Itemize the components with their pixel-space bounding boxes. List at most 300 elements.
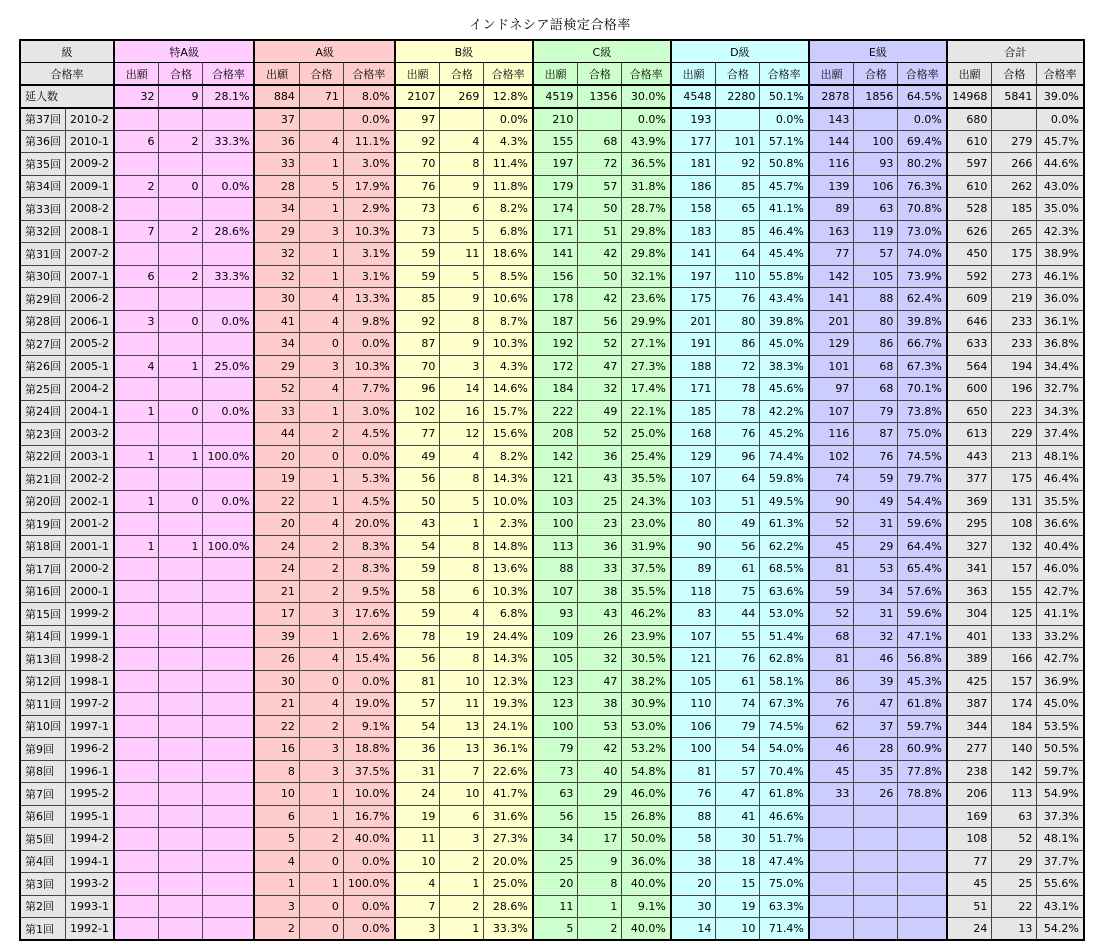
cell-total-passed: 157: [992, 558, 1037, 581]
cell-a-passed: 2: [299, 535, 343, 558]
term-cell: 2005-2: [66, 333, 114, 356]
cell-c-applicants: 179: [533, 175, 578, 198]
cell-d-rate: 74.5%: [760, 715, 809, 738]
cell-b-passed: 7: [440, 760, 484, 783]
cell-c-applicants: 105: [533, 648, 578, 671]
cell-total-passed: 233: [992, 310, 1037, 333]
cell-a-applicants: 24: [254, 535, 299, 558]
cell-b-rate: 6.8%: [484, 603, 533, 626]
cell-total-rate: 46.1%: [1037, 265, 1084, 288]
round-cell: 第12回: [20, 670, 66, 693]
cell-b-passed: 9: [440, 288, 484, 311]
cell-c-passed: 8: [578, 873, 622, 896]
cell-tokua-passed: 1: [159, 355, 203, 378]
cell-a-passed: 4: [299, 513, 343, 536]
cell-tokua-applicants: [114, 918, 159, 941]
cell-e-passed: 93: [854, 153, 898, 176]
cell-c-passed: 53: [578, 715, 622, 738]
cell-tokua-applicants: [114, 513, 159, 536]
cell-d-rate: 63.6%: [760, 580, 809, 603]
cell-total-applicants: 626: [947, 220, 992, 243]
cell-tokua-applicants: [114, 198, 159, 221]
round-cell: 第20回: [20, 490, 66, 513]
term-cell: 2006-1: [66, 310, 114, 333]
cell-total-passed: 273: [992, 265, 1037, 288]
cell-tokua-rate: [203, 243, 254, 266]
cell-d-passed: 55: [716, 625, 760, 648]
cell-tokua-rate: [203, 108, 254, 131]
cell-total-passed: 233: [992, 333, 1037, 356]
cell-a-applicants: 26: [254, 648, 299, 671]
cell-tokua-applicants: [114, 625, 159, 648]
cell-a-applicants: 33: [254, 400, 299, 423]
round-cell: 第3回: [20, 873, 66, 896]
cell-e-rate: 59.6%: [898, 603, 947, 626]
cell-tokua-rate: [203, 918, 254, 941]
cell-b-applicants: 70: [395, 355, 440, 378]
cell-tokua-applicants: [114, 288, 159, 311]
cell-d-rate: 55.8%: [760, 265, 809, 288]
total-cell-c-passed: 1356: [578, 85, 622, 108]
cell-e-rate: 0.0%: [898, 108, 947, 131]
sub-header-e-applicants: 出願: [809, 63, 854, 86]
cell-tokua-passed: [159, 670, 203, 693]
term-cell: 2009-1: [66, 175, 114, 198]
table-row: [20, 400, 1084, 423]
cell-total-passed: 223: [992, 400, 1037, 423]
cell-a-rate: 9.1%: [343, 715, 394, 738]
cell-c-passed: 49: [578, 400, 622, 423]
cell-b-passed: 12: [440, 423, 484, 446]
cell-e-passed: 39: [854, 670, 898, 693]
total-cell-c-rate: 30.0%: [622, 85, 671, 108]
cell-e-rate: 64.4%: [898, 535, 947, 558]
cell-d-rate: 45.2%: [760, 423, 809, 446]
cell-a-passed: 1: [299, 783, 343, 806]
cell-d-rate: 51.4%: [760, 625, 809, 648]
cell-d-passed: 92: [716, 153, 760, 176]
cell-c-passed: 51: [578, 220, 622, 243]
cell-b-passed: 10: [440, 670, 484, 693]
cell-tokua-rate: [203, 423, 254, 446]
cell-e-applicants: 62: [809, 715, 854, 738]
term-cell: 1992-1: [66, 918, 114, 941]
table-row: [20, 873, 1084, 896]
cell-c-passed: 1: [578, 895, 622, 918]
cell-tokua-rate: [203, 378, 254, 401]
cell-tokua-passed: [159, 580, 203, 603]
cell-e-passed: 37: [854, 715, 898, 738]
cell-e-passed: 86: [854, 333, 898, 356]
cell-b-applicants: 59: [395, 558, 440, 581]
cell-total-passed: 155: [992, 580, 1037, 603]
cell-d-applicants: 90: [671, 535, 716, 558]
round-cell: 第11回: [20, 693, 66, 716]
cell-b-applicants: 102: [395, 400, 440, 423]
cell-d-rate: 51.7%: [760, 828, 809, 851]
cell-a-applicants: 28: [254, 175, 299, 198]
cell-d-passed: 64: [716, 468, 760, 491]
term-cell: 2003-2: [66, 423, 114, 446]
round-cell: 第21回: [20, 468, 66, 491]
cell-a-passed: 0: [299, 850, 343, 873]
cell-a-rate: 3.1%: [343, 265, 394, 288]
cell-a-rate: 8.3%: [343, 558, 394, 581]
cell-e-rate: 47.1%: [898, 625, 947, 648]
cell-a-applicants: 32: [254, 243, 299, 266]
cell-e-applicants: 68: [809, 625, 854, 648]
round-cell: 第30回: [20, 265, 66, 288]
cell-tokua-applicants: 6: [114, 130, 159, 153]
cell-tokua-rate: [203, 333, 254, 356]
cell-a-passed: 4: [299, 130, 343, 153]
cell-b-applicants: 70: [395, 153, 440, 176]
cell-d-rate: 42.2%: [760, 400, 809, 423]
cell-d-applicants: 177: [671, 130, 716, 153]
cell-tokua-rate: [203, 153, 254, 176]
total-cell-tokua-rate: 28.1%: [203, 85, 254, 108]
cell-b-applicants: 76: [395, 175, 440, 198]
cell-d-applicants: 188: [671, 355, 716, 378]
cell-e-rate: 75.0%: [898, 423, 947, 446]
cell-c-passed: 25: [578, 490, 622, 513]
cell-d-applicants: 158: [671, 198, 716, 221]
cell-c-rate: 35.5%: [622, 468, 671, 491]
cell-c-applicants: 100: [533, 513, 578, 536]
cell-c-rate: 40.0%: [622, 918, 671, 941]
cell-c-applicants: 109: [533, 625, 578, 648]
cell-e-applicants: 45: [809, 535, 854, 558]
cell-d-passed: 19: [716, 895, 760, 918]
cell-b-passed: 6: [440, 198, 484, 221]
cell-total-rate: 36.1%: [1037, 310, 1084, 333]
cell-c-passed: 43: [578, 603, 622, 626]
cell-c-applicants: 100: [533, 715, 578, 738]
cell-d-rate: 59.8%: [760, 468, 809, 491]
cell-a-rate: 3.0%: [343, 400, 394, 423]
table-row: [20, 850, 1084, 873]
cell-c-rate: 29.8%: [622, 220, 671, 243]
cell-d-applicants: 81: [671, 760, 716, 783]
cell-c-passed: 29: [578, 783, 622, 806]
cell-c-rate: 46.0%: [622, 783, 671, 806]
cell-tokua-applicants: [114, 783, 159, 806]
cell-a-applicants: 34: [254, 198, 299, 221]
cell-a-passed: 3: [299, 738, 343, 761]
round-cell: 第29回: [20, 288, 66, 311]
cell-e-rate: 59.6%: [898, 513, 947, 536]
cell-a-rate: 9.5%: [343, 580, 394, 603]
cell-a-passed: [299, 108, 343, 131]
cell-total-applicants: 633: [947, 333, 992, 356]
cell-d-rate: 75.0%: [760, 873, 809, 896]
round-cell: 第13回: [20, 648, 66, 671]
cell-tokua-rate: [203, 288, 254, 311]
cell-a-passed: 1: [299, 400, 343, 423]
cell-c-passed: 36: [578, 535, 622, 558]
cell-e-rate: 70.1%: [898, 378, 947, 401]
cell-c-applicants: 197: [533, 153, 578, 176]
cell-b-rate: 14.8%: [484, 535, 533, 558]
cell-c-rate: 36.0%: [622, 850, 671, 873]
round-cell: 第4回: [20, 850, 66, 873]
cell-total-passed: 29: [992, 850, 1037, 873]
cell-a-applicants: 20: [254, 513, 299, 536]
cell-total-rate: 34.3%: [1037, 400, 1084, 423]
cell-c-rate: 27.1%: [622, 333, 671, 356]
cell-total-passed: 185: [992, 198, 1037, 221]
cell-c-passed: 56: [578, 310, 622, 333]
cell-e-passed: 53: [854, 558, 898, 581]
sub-header-e-rate: 合格率: [898, 63, 947, 86]
table-row: [20, 288, 1084, 311]
cell-total-rate: 34.4%: [1037, 355, 1084, 378]
cell-tokua-applicants: [114, 738, 159, 761]
cell-d-applicants: 88: [671, 805, 716, 828]
cell-c-rate: 46.2%: [622, 603, 671, 626]
cell-c-passed: 40: [578, 760, 622, 783]
cell-total-passed: 175: [992, 468, 1037, 491]
table-row: [20, 648, 1084, 671]
cell-b-rate: 14.3%: [484, 468, 533, 491]
cell-e-applicants: 201: [809, 310, 854, 333]
cell-tokua-passed: [159, 738, 203, 761]
cell-b-rate: 24.4%: [484, 625, 533, 648]
cell-tokua-applicants: [114, 423, 159, 446]
term-cell: 2007-2: [66, 243, 114, 266]
cell-e-rate: 73.0%: [898, 220, 947, 243]
cell-a-rate: 3.1%: [343, 243, 394, 266]
cell-total-passed: 52: [992, 828, 1037, 851]
cell-total-applicants: 425: [947, 670, 992, 693]
table-row: [20, 918, 1084, 941]
cell-e-applicants: 45: [809, 760, 854, 783]
cell-e-rate: 59.7%: [898, 715, 947, 738]
cell-c-rate: 0.0%: [622, 108, 671, 131]
table-row: [20, 445, 1084, 468]
cell-e-applicants: [809, 805, 854, 828]
cell-b-passed: 16: [440, 400, 484, 423]
round-cell: 第33回: [20, 198, 66, 221]
cell-a-applicants: 36: [254, 130, 299, 153]
cell-c-applicants: 171: [533, 220, 578, 243]
cell-e-rate: 73.8%: [898, 400, 947, 423]
cell-b-rate: 6.8%: [484, 220, 533, 243]
term-cell: 2005-1: [66, 355, 114, 378]
term-cell: 2008-2: [66, 198, 114, 221]
cell-b-applicants: 59: [395, 243, 440, 266]
cell-d-applicants: 20: [671, 873, 716, 896]
cell-b-applicants: 87: [395, 333, 440, 356]
cell-d-rate: 67.3%: [760, 693, 809, 716]
cell-b-rate: 25.0%: [484, 873, 533, 896]
cell-tokua-applicants: 2: [114, 175, 159, 198]
cell-c-applicants: 141: [533, 243, 578, 266]
cell-e-applicants: 81: [809, 648, 854, 671]
cell-tokua-rate: [203, 783, 254, 806]
cell-c-passed: 50: [578, 198, 622, 221]
term-cell: 2009-2: [66, 153, 114, 176]
cell-d-passed: 49: [716, 513, 760, 536]
cell-e-applicants: 74: [809, 468, 854, 491]
cell-b-passed: 6: [440, 580, 484, 603]
term-cell: 2010-1: [66, 130, 114, 153]
cell-c-passed: 38: [578, 693, 622, 716]
cell-total-rate: 55.6%: [1037, 873, 1084, 896]
cell-c-rate: 30.9%: [622, 693, 671, 716]
cell-b-applicants: 3: [395, 918, 440, 941]
cell-a-rate: 11.1%: [343, 130, 394, 153]
table-row: [20, 423, 1084, 446]
cell-b-rate: 24.1%: [484, 715, 533, 738]
cell-c-passed: 26: [578, 625, 622, 648]
round-cell: 第22回: [20, 445, 66, 468]
cell-tokua-passed: [159, 828, 203, 851]
cell-total-rate: 43.1%: [1037, 895, 1084, 918]
cell-a-passed: 3: [299, 355, 343, 378]
total-cell-b-applicants: 2107: [395, 85, 440, 108]
cell-b-applicants: 4: [395, 873, 440, 896]
cell-d-rate: 46.6%: [760, 805, 809, 828]
cell-tokua-applicants: 7: [114, 220, 159, 243]
cell-c-applicants: 174: [533, 198, 578, 221]
cell-a-applicants: 52: [254, 378, 299, 401]
cell-total-rate: 37.7%: [1037, 850, 1084, 873]
cell-c-applicants: 172: [533, 355, 578, 378]
cell-a-rate: 0.0%: [343, 445, 394, 468]
cell-d-passed: 110: [716, 265, 760, 288]
cell-total-applicants: 387: [947, 693, 992, 716]
cell-total-applicants: 108: [947, 828, 992, 851]
cell-c-applicants: 192: [533, 333, 578, 356]
cell-e-rate: 56.8%: [898, 648, 947, 671]
cell-total-rate: 0.0%: [1037, 108, 1084, 131]
cell-tokua-applicants: [114, 468, 159, 491]
cell-c-passed: 43: [578, 468, 622, 491]
cell-d-passed: 18: [716, 850, 760, 873]
cell-tokua-applicants: [114, 153, 159, 176]
cell-a-applicants: 19: [254, 468, 299, 491]
cell-total-applicants: 613: [947, 423, 992, 446]
cell-e-rate: 70.8%: [898, 198, 947, 221]
cell-total-passed: 113: [992, 783, 1037, 806]
cell-e-rate: 74.5%: [898, 445, 947, 468]
cell-e-passed: 76: [854, 445, 898, 468]
cell-d-applicants: 30: [671, 895, 716, 918]
sub-header-tokua-passed: 合格: [159, 63, 203, 86]
table-row: [20, 625, 1084, 648]
table-row: [20, 738, 1084, 761]
cell-a-applicants: 22: [254, 490, 299, 513]
cell-e-passed: 31: [854, 513, 898, 536]
page-title: インドネシア語検定合格率: [469, 18, 631, 33]
cell-tokua-passed: [159, 153, 203, 176]
cell-tokua-passed: [159, 873, 203, 896]
cell-c-passed: 52: [578, 333, 622, 356]
cell-b-rate: 31.6%: [484, 805, 533, 828]
total-cell-a-rate: 8.0%: [343, 85, 394, 108]
cell-total-rate: 54.2%: [1037, 918, 1084, 941]
cell-tokua-passed: [159, 108, 203, 131]
cell-d-rate: 49.5%: [760, 490, 809, 513]
cell-e-rate: 61.8%: [898, 693, 947, 716]
cell-d-rate: 45.0%: [760, 333, 809, 356]
cell-tokua-rate: [203, 603, 254, 626]
cell-total-applicants: 341: [947, 558, 992, 581]
table-row: [20, 580, 1084, 603]
cell-e-applicants: 33: [809, 783, 854, 806]
cell-c-rate: 23.6%: [622, 288, 671, 311]
cell-total-passed: 219: [992, 288, 1037, 311]
cell-a-applicants: 44: [254, 423, 299, 446]
cell-e-rate: 79.7%: [898, 468, 947, 491]
cell-d-passed: 101: [716, 130, 760, 153]
cell-d-rate: 57.1%: [760, 130, 809, 153]
term-cell: 1999-2: [66, 603, 114, 626]
cell-total-applicants: 77: [947, 850, 992, 873]
cell-tokua-passed: [159, 243, 203, 266]
cell-tokua-passed: [159, 513, 203, 536]
cell-a-passed: 4: [299, 310, 343, 333]
cell-e-rate: 62.4%: [898, 288, 947, 311]
cell-b-applicants: 77: [395, 423, 440, 446]
cell-d-applicants: 110: [671, 693, 716, 716]
cell-e-applicants: 81: [809, 558, 854, 581]
cell-e-passed: 57: [854, 243, 898, 266]
table-row: [20, 378, 1084, 401]
cell-e-passed: 28: [854, 738, 898, 761]
cell-b-rate: 4.3%: [484, 130, 533, 153]
cell-c-applicants: 208: [533, 423, 578, 446]
cell-d-applicants: 105: [671, 670, 716, 693]
cell-a-rate: 2.6%: [343, 625, 394, 648]
cell-total-rate: 42.7%: [1037, 580, 1084, 603]
cell-b-rate: 15.7%: [484, 400, 533, 423]
cell-total-applicants: 600: [947, 378, 992, 401]
cell-a-passed: 0: [299, 445, 343, 468]
cell-b-applicants: 56: [395, 648, 440, 671]
cell-c-rate: 31.8%: [622, 175, 671, 198]
cell-b-rate: 22.6%: [484, 760, 533, 783]
cell-d-applicants: 186: [671, 175, 716, 198]
cell-b-passed: [440, 108, 484, 131]
cell-e-passed: [854, 108, 898, 131]
cell-tokua-rate: 33.3%: [203, 130, 254, 153]
cell-d-applicants: 171: [671, 378, 716, 401]
cell-total-passed: 131: [992, 490, 1037, 513]
cell-e-passed: [854, 805, 898, 828]
cell-e-applicants: 116: [809, 153, 854, 176]
cell-c-rate: 24.3%: [622, 490, 671, 513]
cell-total-applicants: 24: [947, 918, 992, 941]
sub-header-e-passed: 合格: [854, 63, 898, 86]
cell-b-rate: 33.3%: [484, 918, 533, 941]
cell-total-applicants: 650: [947, 400, 992, 423]
cell-c-rate: 25.0%: [622, 423, 671, 446]
cell-tokua-applicants: [114, 805, 159, 828]
cell-a-rate: 17.6%: [343, 603, 394, 626]
cell-d-applicants: 181: [671, 153, 716, 176]
cell-e-applicants: 139: [809, 175, 854, 198]
cell-a-rate: 0.0%: [343, 108, 394, 131]
cell-d-rate: 54.0%: [760, 738, 809, 761]
cell-e-passed: [854, 828, 898, 851]
cell-d-passed: 85: [716, 175, 760, 198]
table-row: [20, 535, 1084, 558]
term-cell: 1995-1: [66, 805, 114, 828]
cell-a-passed: 1: [299, 153, 343, 176]
total-cell-total-rate: 39.0%: [1037, 85, 1084, 108]
